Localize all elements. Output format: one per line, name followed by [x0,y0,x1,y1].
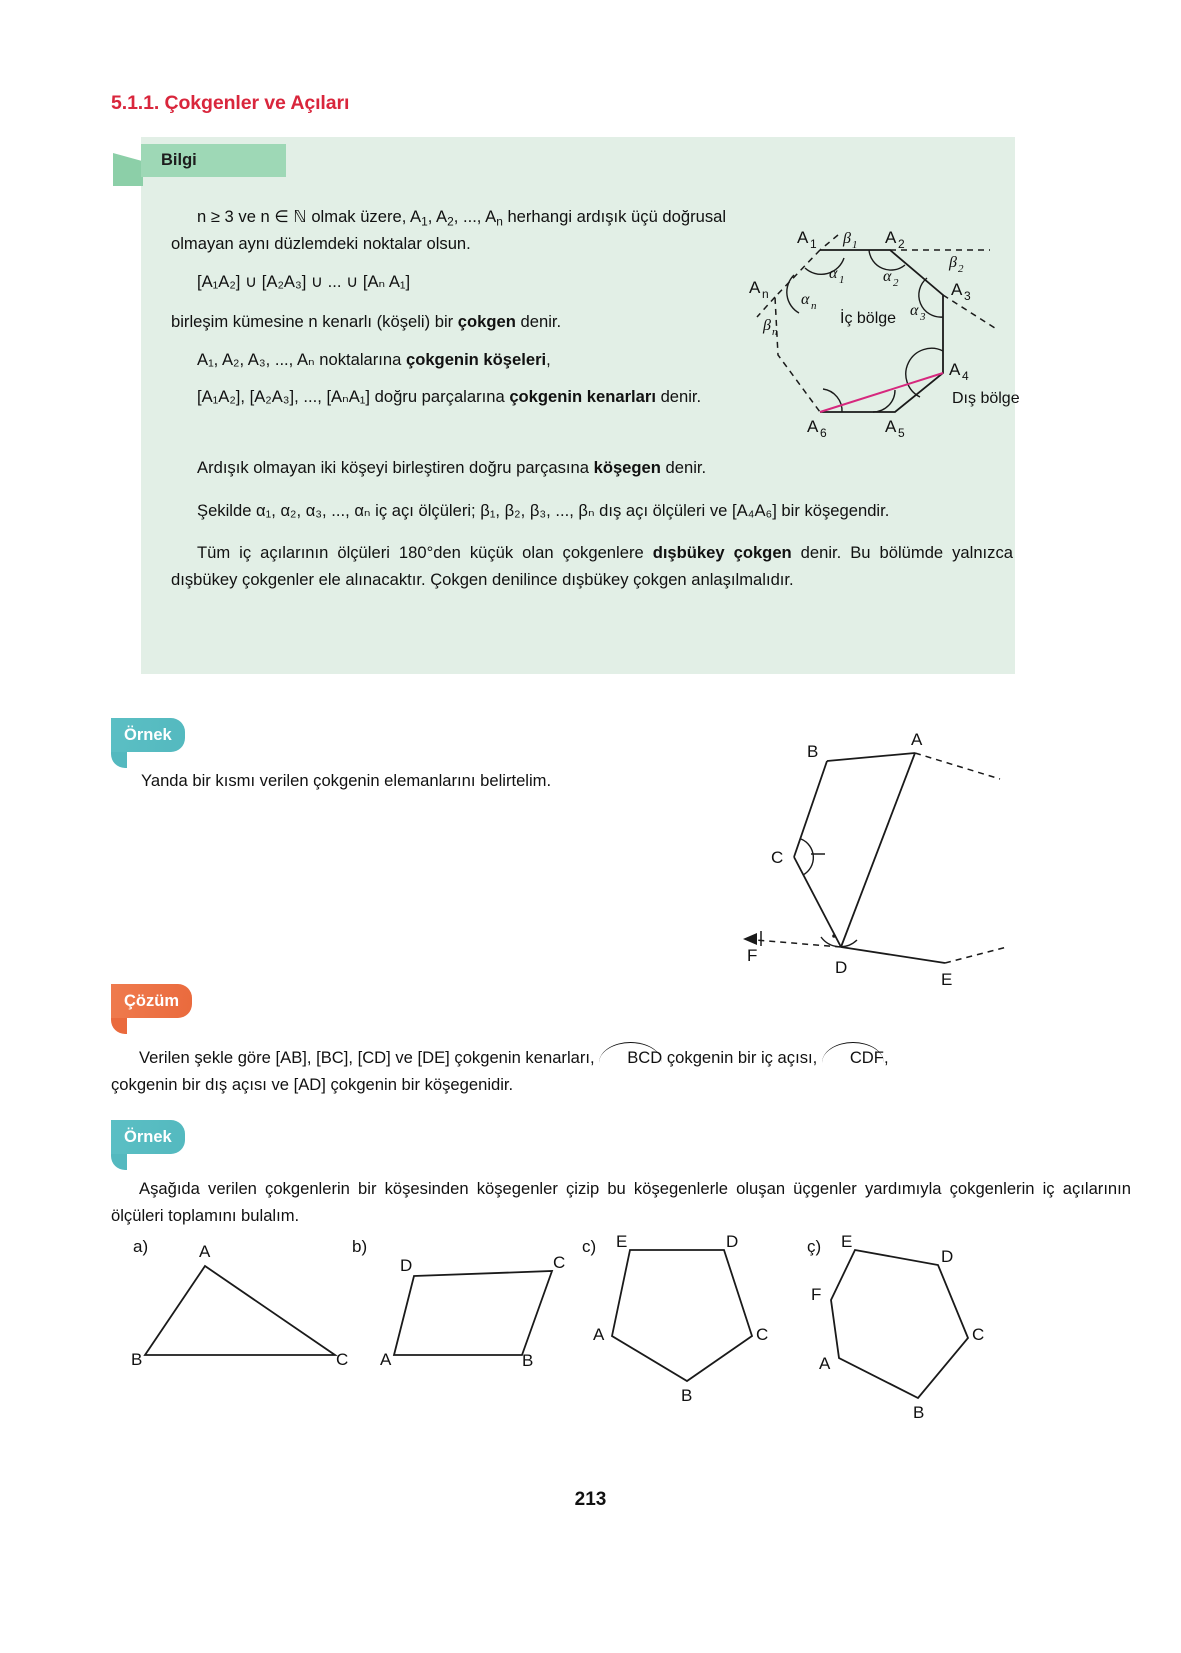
example1-text: Yanda bir kısmı verilen çokgenin elemanlarını belirtelim. [141,771,552,790]
def-sub-1: 1 [421,214,428,229]
def-text-b: , A [427,207,448,226]
vertex-label-A3: A [951,280,963,299]
sides-text-b: denir. [655,387,702,407]
figure-c-label-D: D [726,1232,739,1251]
def-text-a: n ≥ 3 ve n ∈ ℕ olmak üzere, A [197,207,422,226]
example1-figure [715,730,1025,995]
info-box-ribbon-flag [113,153,143,186]
sides-text-a: [A₁A₂], [A₂A₃], ..., [AₙA₁] doğru parçalarına [197,387,510,407]
info-paragraph-union [171,309,731,335]
solution1-part-a: Verilen şekle göre [AB], [BC], [CD] ve [DE] çokgenin kenarları, [139,1048,600,1067]
vertices-text-a: A₁, A₂, A₃, ..., Aₙ noktalarına [197,349,406,369]
vertex-label-A1: A [797,228,809,247]
svg-text:n: n [811,300,817,312]
def-text-c: , ..., A [453,207,497,226]
info-paragraph-formula: [A₁A₂] ∪ [A₂A₃] ∪ ... ∪ [Aₙ A₁] [197,271,411,291]
page-title: 5.1.1. Çokgenler ve Açıları [111,92,350,114]
figure-c-letter: c) [582,1237,597,1256]
figure-c-label-B: B [681,1386,693,1405]
vertex-sub-A2: 2 [898,237,905,251]
def-sub-2: 2 [447,214,454,229]
vertex-sub-An: n [762,287,769,301]
figure-a-label-C: C [336,1350,349,1369]
svg-text:2: 2 [958,263,964,275]
interior-angle-alpha2: α [883,268,892,285]
vertex-label-A6: A [807,417,819,436]
example1-label-B: B [807,742,819,761]
chip-ornek-1-tail [111,752,127,768]
figure-c-pentagon [580,1232,810,1408]
solution1-part-c: , [883,1048,889,1067]
convex-bold: dışbükey çokgen [652,543,792,563]
svg-text:1: 1 [839,274,845,286]
figure-cc-label-E: E [841,1232,853,1251]
svg-text:2: 2 [893,277,899,289]
def-text-d: herhangi ardışık üçü doğrusal olmayan aynı düzlemdeki noktalar olsun. [171,207,727,253]
convex-text-a: Tüm iç açılarının ölçüleri 180°den küçük olan çokgenlere [197,543,653,563]
figure-cc-label-A: A [819,1354,831,1373]
info-box-wide-column [171,455,1013,609]
figure-b-quadrilateral [350,1238,580,1378]
exterior-angle-beta2: β [949,254,957,271]
info-paragraph-definition [171,204,731,257]
union-text-a: birleşim kümesine n kenarlı (köşeli) bir [171,311,458,331]
diagonal-bold: köşegen [593,458,661,477]
interior-angle-alphan: α [801,291,810,308]
vertex-label-An: A [749,278,761,297]
info-paragraph-angles: Şekilde α₁, α₂, α₃, ..., αₙ iç açı ölçüleri; β₁, β₂, β₃, ..., βₙ dış açı ölçüleri ve [A₄A₆] bir köşegendir. [197,500,890,520]
solution1-part-b: çokgenin bir iç açısı, [662,1048,822,1067]
interior-angle-alpha3: α [910,302,919,319]
angle-notation-BCD: BCD [599,1042,662,1072]
vertex-sub-A1: 1 [810,237,817,251]
chip-ornek-2-tail [111,1154,127,1170]
chip-cozum-tail [111,1018,127,1034]
vertices-text-b: , [546,349,551,369]
vertex-sub-A6: 6 [820,426,827,440]
solution1-line2: çokgenin bir dış açısı ve [AD] çokgenin bir köşegenidir. [111,1074,514,1094]
info-box-tab-label: Bilgi [161,151,197,169]
info-box-text-column [171,204,731,422]
figure-a-label-B: B [131,1350,143,1369]
figure-cc-label-D: D [941,1247,954,1266]
union-text-b: denir. [515,311,562,331]
arrow-head-F [743,933,757,945]
figure-c-label-A: A [593,1325,605,1344]
figure-b-label-D: D [400,1256,413,1275]
figure-b-label-B: B [522,1351,534,1370]
vertex-label-A4: A [949,360,961,379]
chip-cozum [111,984,192,1018]
example1-label-A: A [911,730,923,749]
interior-angle-alpha1: α [829,265,838,282]
example1-label-E: E [941,970,953,989]
figure-a-letter: a) [133,1237,149,1256]
sides-bold: çokgenin kenarları [509,387,656,407]
diagonal-text-b: denir. [660,458,707,477]
convex-text-b: denir. Bu bölümde yalnızca dışbükey çokgenler ele alınacaktır. Çokgen denilince dışbükey çokgen anlaşılmalıdır. [171,543,1013,589]
figure-c-cedilla-hexagon [805,1232,1035,1428]
figure-c-label-C: C [756,1325,769,1344]
exterior-angle-betan: β [763,317,771,334]
svg-text:1: 1 [852,239,858,251]
chip-ornek-2-label: Örnek [124,1127,172,1146]
def-sub-n: n [496,214,503,229]
svg-text:3: 3 [920,311,926,323]
chip-ornek-1-label: Örnek [124,725,172,744]
svg-text:n: n [772,326,778,338]
chip-ornek-2 [111,1120,185,1154]
info-box-tab [141,144,286,177]
vertex-label-A5: A [885,417,897,436]
figure-b-label-C: C [553,1253,566,1272]
angle-notation-CDF: CDF [822,1042,884,1072]
figure-c-label-E: E [616,1232,628,1251]
page-number: 213 [574,1489,607,1510]
figure-b-letter: b) [352,1237,368,1256]
figure-c-cedilla-letter: ç) [807,1237,822,1256]
example2-text: Aşağıda verilen çokgenlerin bir köşesinden köşegenler çizip bu köşegenlerle oluşan üçgenler yardımıyla çokgenlerin iç açılarının ölçüleri toplamını bulalım. [111,1179,1131,1225]
figure-a-label-A: A [199,1242,211,1261]
figure-cc-label-C: C [972,1325,985,1344]
region-label-inner: İç bölge [840,310,897,327]
diagonal-text-a: Ardışık olmayan iki köşeyi birleştiren doğru parçasına [197,458,594,477]
region-label-outer: Dış bölge [952,390,1020,407]
info-paragraph-vertices [171,347,731,373]
solution1-text [111,1042,1016,1099]
union-bold: çokgen [457,311,516,331]
figure-a-triangle [131,1238,361,1378]
polygon-angles-diagram [745,205,1020,440]
vertices-bold: çokgenin köşeleri [405,349,547,369]
vertex-sub-A3: 3 [964,289,971,303]
vertex-sub-A4: 4 [962,369,969,383]
example1-label-C: C [771,848,784,867]
figure-b-label-A: A [380,1350,392,1369]
example1-label-F: F [747,946,758,965]
chip-cozum-label: Çözüm [124,991,179,1010]
figure-cc-label-B: B [913,1403,925,1422]
info-paragraph-diagonal [171,455,1013,482]
info-paragraph-convex [171,540,1013,593]
figure-cc-label-F: F [811,1285,822,1304]
vertex-sub-A5: 5 [898,426,905,440]
vertex-label-A2: A [885,228,897,247]
info-paragraph-sides [171,384,731,410]
chip-ornek-1 [111,718,185,752]
exterior-angle-beta1: β [843,230,851,247]
example1-label-D: D [835,958,848,977]
